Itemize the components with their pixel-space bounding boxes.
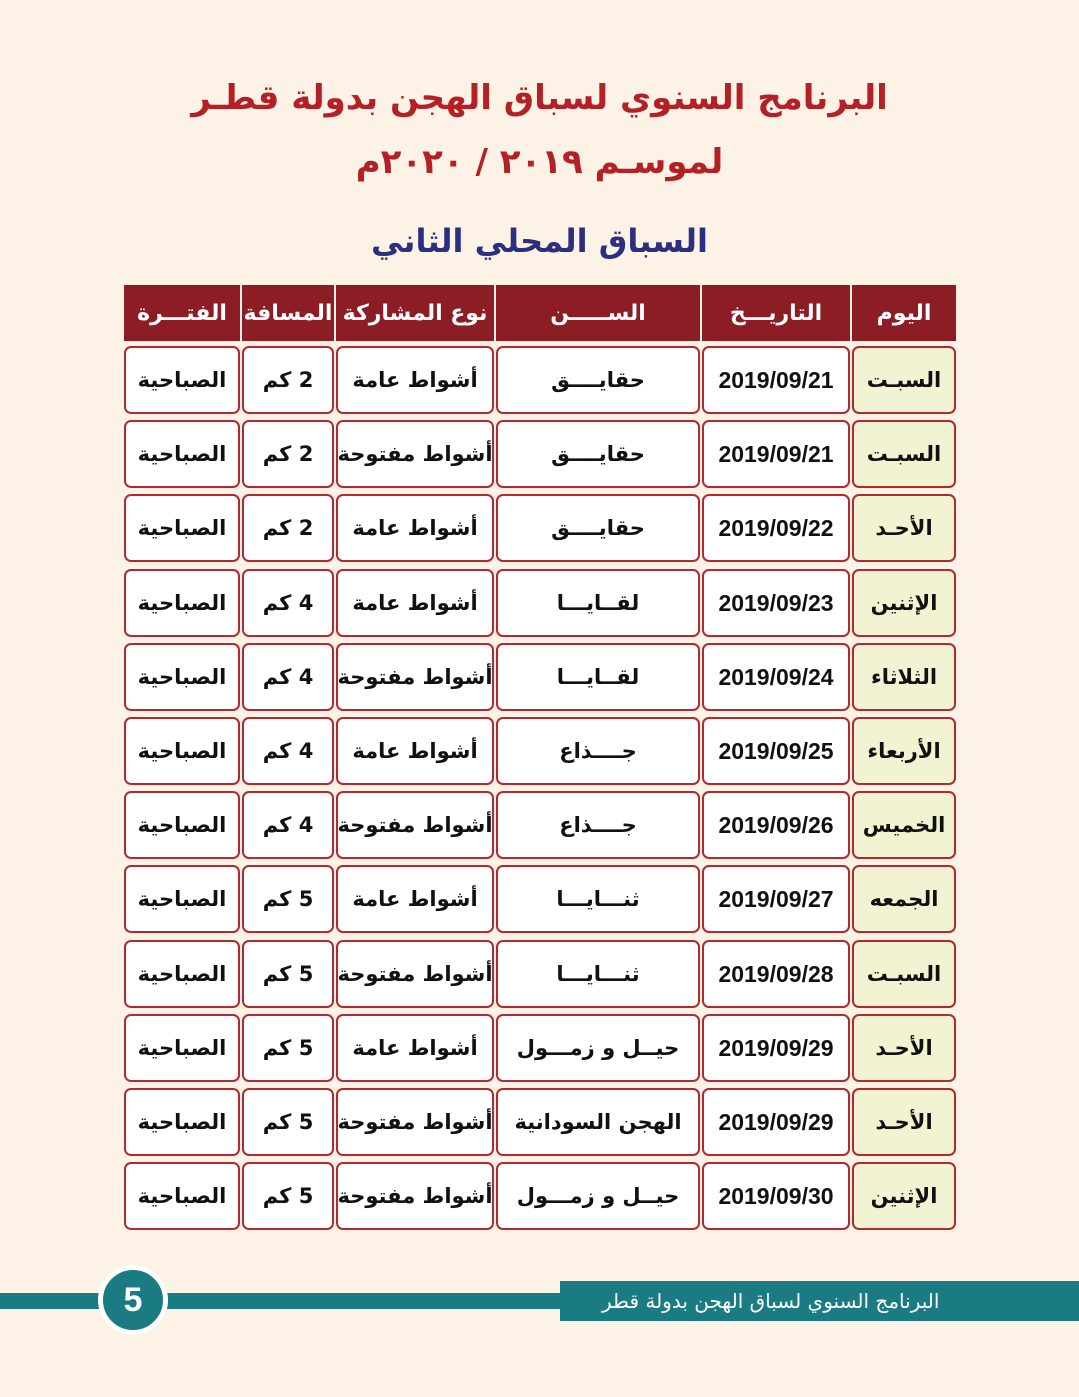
cell-age: حيــل و زمـــول (496, 1162, 700, 1230)
cell-age: حقايــــق (496, 346, 700, 414)
cell-day: السبـت (852, 420, 956, 488)
cell-type: أشواط عامة (336, 346, 494, 414)
cell-date: 2019/09/30 (702, 1162, 850, 1230)
cell-distance: 2 كم (242, 494, 334, 562)
header-period: الفتـــرة (124, 285, 240, 341)
cell-type: أشواط مفتوحة (336, 1162, 494, 1230)
cell-day: الأحـد (852, 1088, 956, 1156)
page-number-badge (98, 1265, 168, 1335)
header-day: اليوم (852, 285, 956, 341)
cell-type: أشواط مفتوحة (336, 420, 494, 488)
page-number: 5 (123, 1280, 143, 1319)
cell-date: 2019/09/21 (702, 420, 850, 488)
cell-age: جــــذاع (496, 791, 700, 859)
cell-age: حقايــــق (496, 420, 700, 488)
cell-day: السبـت (852, 346, 956, 414)
cell-distance: 4 كم (242, 717, 334, 785)
footer-label-box (560, 1281, 1079, 1321)
cell-type: أشواط مفتوحة (336, 643, 494, 711)
cell-period: الصباحية (124, 1014, 240, 1082)
cell-period: الصباحية (124, 865, 240, 933)
header-distance: المسافة (242, 285, 334, 341)
cell-period: الصباحية (124, 940, 240, 1008)
cell-day: السبـت (852, 940, 956, 1008)
cell-date: 2019/09/27 (702, 865, 850, 933)
cell-distance: 5 كم (242, 1088, 334, 1156)
cell-day: الأحـد (852, 1014, 956, 1082)
cell-age: حقايــــق (496, 494, 700, 562)
cell-date: 2019/09/29 (702, 1088, 850, 1156)
cell-day: الأربعاء (852, 717, 956, 785)
cell-age: ثنـــايـــا (496, 940, 700, 1008)
section-subtitle: السباق المحلي الثاني (371, 222, 708, 260)
cell-distance: 4 كم (242, 643, 334, 711)
cell-type: أشواط عامة (336, 569, 494, 637)
cell-day: الإثنين (852, 569, 956, 637)
cell-distance: 2 كم (242, 420, 334, 488)
cell-date: 2019/09/28 (702, 940, 850, 1008)
cell-period: الصباحية (124, 420, 240, 488)
cell-date: 2019/09/26 (702, 791, 850, 859)
cell-period: الصباحية (124, 346, 240, 414)
cell-age: لقــايـــا (496, 643, 700, 711)
cell-distance: 5 كم (242, 1014, 334, 1082)
cell-age: لقــايـــا (496, 569, 700, 637)
cell-day: الإثنين (852, 1162, 956, 1230)
cell-type: أشواط مفتوحة (336, 791, 494, 859)
cell-day: الخميس (852, 791, 956, 859)
cell-date: 2019/09/29 (702, 1014, 850, 1082)
cell-period: الصباحية (124, 569, 240, 637)
cell-distance: 5 كم (242, 1162, 334, 1230)
cell-date: 2019/09/23 (702, 569, 850, 637)
cell-day: الثلاثاء (852, 643, 956, 711)
cell-type: أشواط عامة (336, 865, 494, 933)
page-title: البرنامج السنوي لسباق الهجن بدولة قطـر (191, 78, 888, 118)
cell-age: جــــذاع (496, 717, 700, 785)
cell-distance: 4 كم (242, 569, 334, 637)
header-age: الســـــن (496, 285, 700, 341)
cell-type: أشواط مفتوحة (336, 940, 494, 1008)
cell-distance: 5 كم (242, 940, 334, 1008)
cell-type: أشواط عامة (336, 717, 494, 785)
cell-age: حيــل و زمـــول (496, 1014, 700, 1082)
cell-type: أشواط مفتوحة (336, 1088, 494, 1156)
cell-type: أشواط عامة (336, 494, 494, 562)
cell-day: الجمعه (852, 865, 956, 933)
cell-distance: 4 كم (242, 791, 334, 859)
cell-type: أشواط عامة (336, 1014, 494, 1082)
cell-distance: 2 كم (242, 346, 334, 414)
cell-age: الهجن السودانية (496, 1088, 700, 1156)
header-type: نوع المشاركة (336, 285, 494, 341)
cell-date: 2019/09/21 (702, 346, 850, 414)
cell-distance: 5 كم (242, 865, 334, 933)
cell-age: ثنـــايـــا (496, 865, 700, 933)
cell-date: 2019/09/24 (702, 643, 850, 711)
cell-period: الصباحية (124, 1162, 240, 1230)
cell-period: الصباحية (124, 1088, 240, 1156)
cell-date: 2019/09/22 (702, 494, 850, 562)
cell-day: الأحـد (852, 494, 956, 562)
cell-date: 2019/09/25 (702, 717, 850, 785)
cell-period: الصباحية (124, 494, 240, 562)
cell-period: الصباحية (124, 791, 240, 859)
season-title: لموسـم ٢٠١٩ / ٢٠٢٠م (355, 142, 724, 182)
footer-text: البرنامج السنوي لسباق الهجن بدولة قطر (602, 1289, 940, 1313)
cell-period: الصباحية (124, 643, 240, 711)
header-date: التاريـــخ (702, 285, 850, 341)
cell-period: الصباحية (124, 717, 240, 785)
